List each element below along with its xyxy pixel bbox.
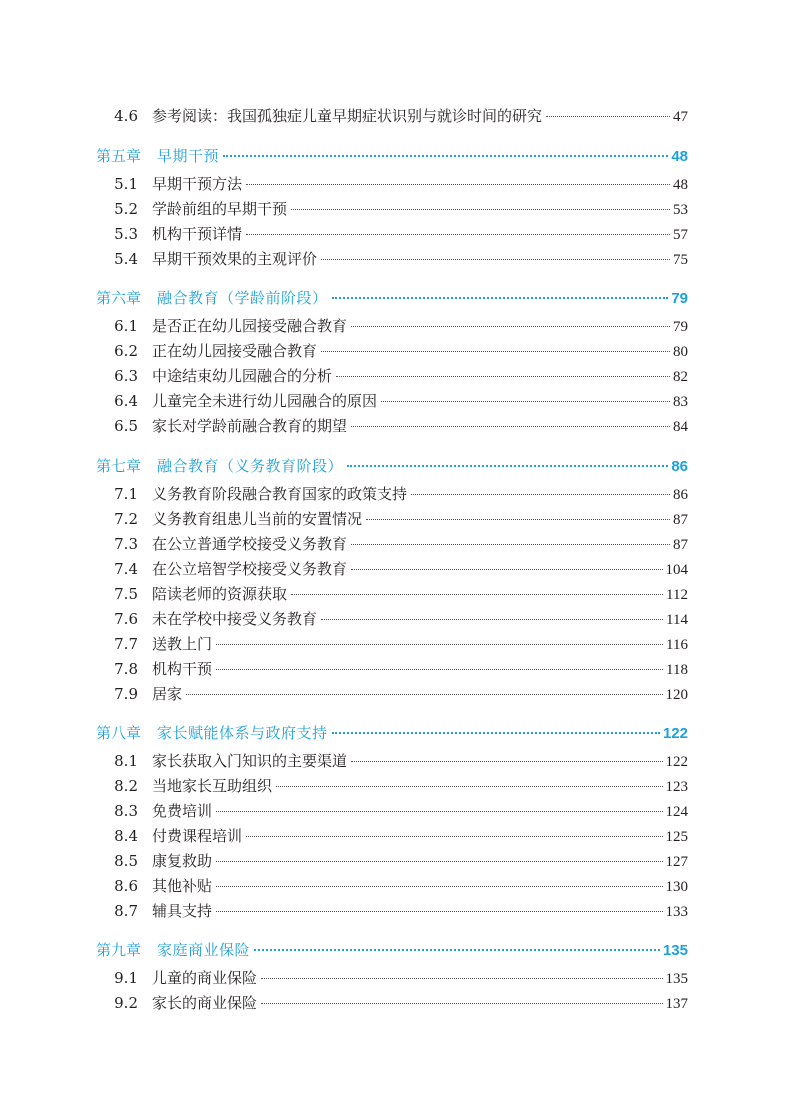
page-number: 125 [665,829,688,845]
page-number: 53 [673,202,688,218]
page-number: 137 [665,996,688,1012]
section-number: 7.3 [114,535,138,553]
dot-leader [261,978,662,979]
section-title: 义务教育阶段融合教育国家的政策支持 [152,485,408,503]
section-title: 学龄前组的早期干预 [152,200,288,218]
section-title: 家长对学龄前融合教育的期望 [152,417,348,435]
section-number: 5.3 [114,225,138,243]
toc-section-row[interactable] [96,659,688,680]
page-number: 127 [665,854,688,870]
page-number: 135 [665,971,688,987]
dot-leader [411,494,670,495]
page-number: 79 [673,319,688,335]
section-number: 6.3 [114,367,138,385]
dot-leader [216,669,663,670]
section-title: 居家 [152,685,183,703]
page-number: 118 [666,662,688,678]
section-number: 8.7 [114,902,138,920]
page-number: 57 [673,227,688,243]
section-number: 9.1 [114,969,138,987]
chapter-number: 第五章 [96,147,142,165]
dot-leader [321,259,670,260]
section-number: 7.9 [114,685,138,703]
toc-chapter-row[interactable] [96,723,688,744]
section-title: 正在幼儿园接受融合教育 [152,342,318,360]
section-number: 9.2 [114,994,138,1012]
section-number: 8.4 [114,827,138,845]
chapter-number: 第八章 [96,724,142,742]
page-number: 47 [673,109,688,125]
toc-section-row[interactable] [96,106,688,127]
page-number: 122 [665,754,688,770]
section-title: 机构干预详情 [152,225,243,243]
section-title: 未在学校中接受义务教育 [152,610,318,628]
page-number: 82 [673,369,688,385]
page-number: 112 [666,587,688,603]
section-title: 在公立普通学校接受义务教育 [152,535,348,553]
section-number: 6.2 [114,342,138,360]
section-number: 8.5 [114,852,138,870]
page-number: 86 [671,458,688,475]
toc-section-row[interactable] [96,684,688,705]
section-title: 儿童的商业保险 [152,969,258,987]
toc-section-row[interactable] [96,316,688,337]
toc-section-row[interactable] [96,484,688,505]
section-title: 儿童完全未进行幼儿园融合的原因 [152,392,378,410]
page-number: 87 [673,512,688,528]
dot-leader [321,351,670,352]
section-number: 7.8 [114,660,138,678]
page-number: 116 [666,637,688,653]
dot-leader [332,297,669,299]
section-number: 7.7 [114,635,138,653]
section-number: 7.5 [114,585,138,603]
toc-section-row[interactable] [96,249,688,270]
toc-chapter-row[interactable] [96,146,688,167]
section-title: 机构干预 [152,660,213,678]
toc-chapter-row[interactable] [96,456,688,477]
section-title: 其他补贴 [152,877,213,895]
page-number: 104 [665,562,688,578]
page-number: 87 [673,537,688,553]
page-number: 84 [673,419,688,435]
page-number: 133 [665,904,688,920]
section-number: 7.6 [114,610,138,628]
toc-section-row[interactable] [96,776,688,797]
chapter-number: 第六章 [96,289,142,307]
chapter-title: 融合教育（学龄前阶段） [157,289,328,307]
section-number: 4.6 [114,107,138,125]
page-number: 48 [673,177,688,193]
dot-leader [291,594,663,595]
dot-leader [246,184,670,185]
dot-leader [216,886,662,887]
section-title: 当地家长互助组织 [152,777,273,795]
toc-section-row[interactable] [96,391,688,412]
dot-leader [351,426,670,427]
section-title: 义务教育组患儿当前的安置情况 [152,510,363,528]
page-number: 80 [673,344,688,360]
toc-section-row[interactable] [96,851,688,872]
dot-leader [347,465,668,467]
dot-leader [216,861,662,862]
dot-leader [351,761,662,762]
toc-section-row[interactable] [96,584,688,605]
dot-leader [351,544,670,545]
section-number: 8.6 [114,877,138,895]
section-title: 康复救助 [152,852,213,870]
toc-section-row[interactable] [96,993,688,1014]
section-number: 8.3 [114,802,138,820]
dot-leader [332,732,660,734]
toc-section-row[interactable] [96,609,688,630]
toc-section-row[interactable] [96,968,688,989]
page-number: 83 [673,394,688,410]
dot-leader [276,786,662,787]
section-title: 付费课程培训 [152,827,243,845]
dot-leader [254,949,660,951]
section-number: 8.1 [114,752,138,770]
toc-section-row[interactable] [96,901,688,922]
chapter-title: 家长赋能体系与政府支持 [157,724,328,742]
toc-section-row[interactable] [96,174,688,195]
toc-section-row[interactable] [96,801,688,822]
dot-leader [186,694,662,695]
page-number: 135 [662,942,688,959]
toc-section-row[interactable] [96,416,688,437]
page-number: 75 [673,252,688,268]
section-number: 5.4 [114,250,138,268]
section-title: 早期干预效果的主观评价 [152,250,318,268]
chapter-number: 第九章 [96,941,142,959]
section-title: 中途结束幼儿园融合的分析 [152,367,333,385]
section-title: 免费培训 [152,802,213,820]
dot-leader [261,1003,662,1004]
page-number: 130 [665,879,688,895]
section-title: 送教上门 [152,635,213,653]
toc-section-row[interactable] [96,341,688,362]
section-number: 5.1 [114,175,138,193]
page-number: 48 [671,148,688,165]
dot-leader [223,155,668,157]
section-number: 6.4 [114,392,138,410]
dot-leader [546,116,670,117]
toc-section-row[interactable] [96,634,688,655]
chapter-number: 第七章 [96,457,142,475]
section-title: 陪读老师的资源获取 [152,585,288,603]
page-number: 86 [673,487,688,503]
dot-leader [381,401,670,402]
toc-section-row[interactable] [96,199,688,220]
toc-section-row[interactable] [96,876,688,897]
page-number: 114 [666,612,688,628]
section-number: 7.2 [114,510,138,528]
dot-leader [216,644,663,645]
section-number: 5.2 [114,200,138,218]
section-title: 是否正在幼儿园接受融合教育 [152,317,348,335]
chapter-title: 融合教育（义务教育阶段） [157,457,344,475]
toc-chapter-row[interactable] [96,940,688,961]
dot-leader [351,569,662,570]
section-title: 家长获取入门知识的主要渠道 [152,752,348,770]
page-number: 120 [665,687,688,703]
dot-leader [216,811,662,812]
toc-section-row[interactable] [96,534,688,555]
page-number: 124 [665,804,688,820]
section-title: 家长的商业保险 [152,994,258,1012]
toc-chapter-row[interactable] [96,288,688,309]
dot-leader [246,836,662,837]
toc-section-row[interactable] [96,559,688,580]
chapter-title: 早期干预 [157,147,220,165]
dot-leader [351,326,670,327]
dot-leader [246,234,670,235]
toc-section-row[interactable] [96,366,688,387]
toc-section-row[interactable] [96,826,688,847]
chapter-title: 家庭商业保险 [157,941,251,959]
section-title: 辅具支持 [152,902,213,920]
section-number: 8.2 [114,777,138,795]
page-number: 122 [662,725,688,742]
section-number: 6.1 [114,317,138,335]
section-number: 7.1 [114,485,138,503]
section-number: 6.5 [114,417,138,435]
toc-section-row[interactable] [96,509,688,530]
toc-section-row[interactable] [96,224,688,245]
dot-leader [216,911,662,912]
toc-section-row[interactable] [96,751,688,772]
dot-leader [366,519,670,520]
page-number: 79 [671,290,688,307]
dot-leader [336,376,670,377]
page-number: 123 [665,779,688,795]
section-number: 7.4 [114,560,138,578]
section-title: 在公立培智学校接受义务教育 [152,560,348,578]
dot-leader [291,209,670,210]
section-title: 参考阅读：我国孤独症儿童早期症状识别与就诊时间的研究 [152,107,543,125]
section-title: 早期干预方法 [152,175,243,193]
dot-leader [321,619,663,620]
